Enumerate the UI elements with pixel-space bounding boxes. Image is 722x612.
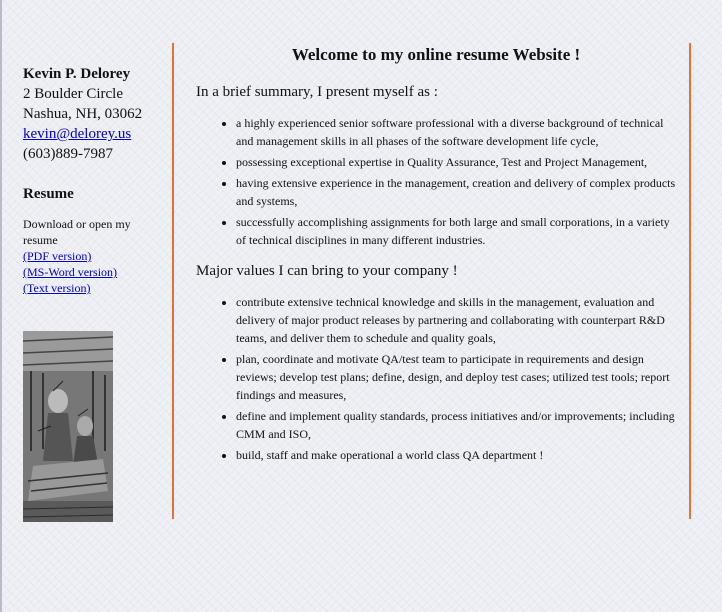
pdf-version-link[interactable]: (PDF version) [23, 249, 92, 263]
contact-phone: (603)889-7987 [23, 146, 113, 162]
page-title: Welcome to my online resume Website ! [291, 45, 581, 64]
values-item: • define and implement quality standards, process initiatives and/or improvements; including CMM and ISO, [236, 407, 676, 443]
main-content [196, 44, 676, 467]
summary-intro: In a brief summary, I present myself as : [196, 84, 438, 100]
values-item: • plan, coordinate and motivate QA/test team to participate in requirements and design reviews; develop test plans; define, design, and deploy test cases; utilized test tools; report findings and measures, [236, 350, 676, 404]
contact-sidebar [23, 64, 163, 296]
resume-download-text: Download or open my resume [23, 217, 131, 247]
contact-city: Nashua, NH, 03062 [23, 106, 143, 122]
summary-item: • having extensive experience in the management, creation and delivery of complex products and systems, [236, 174, 676, 210]
values-item: • build, staff and make operational a world class QA department ! [236, 446, 676, 464]
contact-email-line [23, 124, 163, 144]
window-left-edge [0, 0, 2, 612]
woodcut-illustration-icon [23, 331, 113, 522]
values-item: • contribute extensive technical knowledge and skills in the management, evaluation and delivery of major product releases by partnering and collaborating with counterpart R&D teams, and deliver them to schedule and quality goals, [236, 293, 676, 347]
summary-list [196, 114, 676, 249]
resume-heading: Resume [23, 186, 74, 202]
contact-name: Kevin P. Delorey [23, 66, 131, 82]
summary-item: • a highly experienced senior software professional with a diverse background of technical and management skills in all phases of the software development life cycle, [236, 114, 676, 150]
summary-item: • possessing exceptional expertise in Quality Assurance, Test and Project Management, [236, 153, 676, 171]
word-version-link[interactable]: (MS-Word version) [23, 265, 118, 279]
email-link[interactable]: kevin@delorey.us [23, 126, 132, 142]
summary-item: • successfully accomplishing assignments for both large and small corporations, in a variety of technical disciplines in many different industries. [236, 213, 676, 249]
text-version-link[interactable]: (Text version) [23, 281, 91, 295]
values-intro: Major values I can bring to your company ! [196, 263, 458, 279]
values-list [196, 293, 676, 464]
resume-links [23, 248, 163, 296]
woodcut-illustration [23, 331, 113, 522]
contact-street: 2 Boulder Circle [23, 86, 123, 102]
left-orange-divider [172, 43, 174, 519]
right-orange-divider [689, 43, 691, 519]
